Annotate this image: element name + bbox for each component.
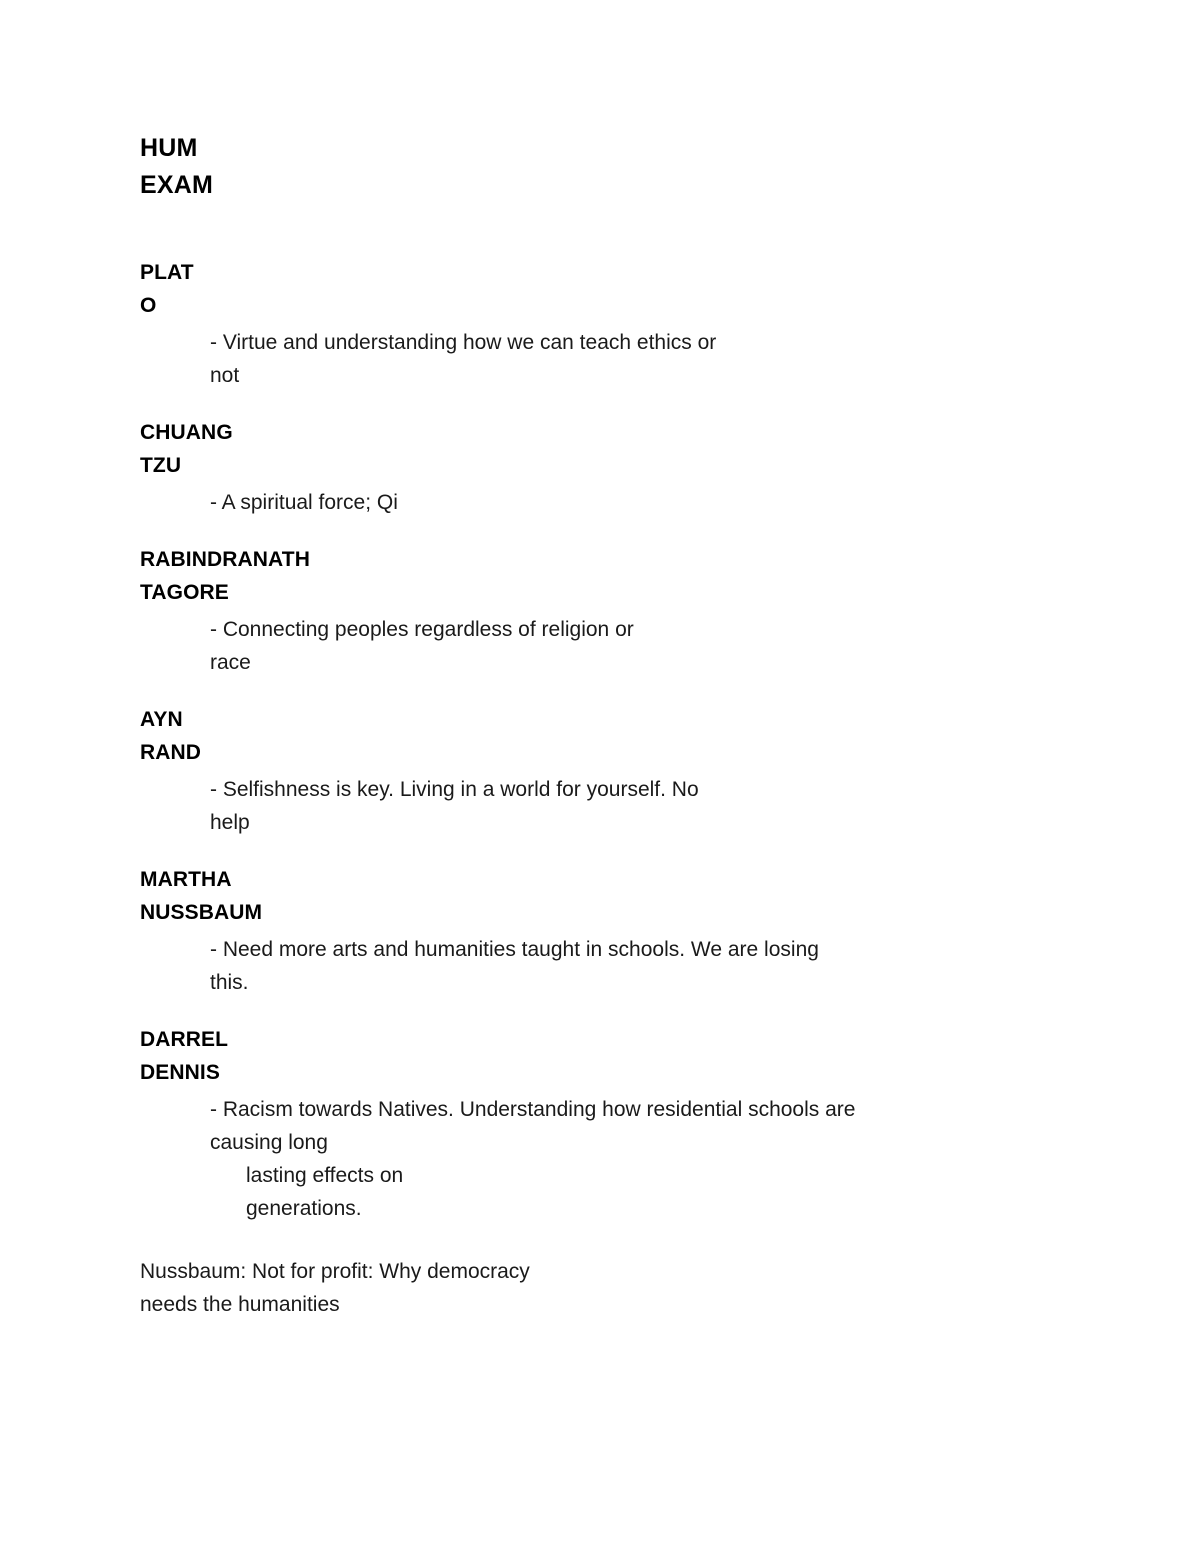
entry-note bbox=[140, 773, 1040, 839]
entry-heading-line-2: RAND bbox=[140, 741, 202, 764]
entry-heading bbox=[140, 543, 1040, 609]
entry-heading bbox=[140, 256, 1040, 322]
entry-note bbox=[140, 486, 1040, 519]
entry-note-line-1: - Selfishness is key. Living in a world for yourself. No bbox=[210, 778, 699, 801]
entry-martha-nussbaum bbox=[140, 863, 1040, 999]
page-title bbox=[140, 130, 1040, 204]
entry-heading bbox=[140, 863, 1040, 929]
entry-note-line-1: - A spiritual force; Qi bbox=[210, 491, 398, 514]
page-title-line-2: EXAM bbox=[140, 171, 214, 199]
entry-note bbox=[140, 326, 1040, 392]
document-body bbox=[140, 130, 1040, 1321]
entry-note-line-2: this. bbox=[210, 971, 249, 994]
entry-heading-line-1: CHUANG bbox=[140, 421, 233, 444]
entry-heading-line-1: PLAT bbox=[140, 261, 194, 284]
entry-heading-line-1: AYN bbox=[140, 708, 183, 731]
entry-heading-line-2: O bbox=[140, 294, 157, 317]
entry-heading-line-1: RABINDRANATH bbox=[140, 548, 310, 571]
reference-note bbox=[140, 1255, 1040, 1321]
entry-note-line-4: generations. bbox=[246, 1197, 362, 1220]
entry-heading-line-1: DARREL bbox=[140, 1028, 229, 1051]
entry-note-line-1: - Racism towards Natives. Understanding how residential schools are bbox=[210, 1098, 856, 1121]
page-title-line-1: HUM bbox=[140, 134, 198, 162]
entry-heading-line-2: TZU bbox=[140, 454, 182, 477]
entry-note bbox=[140, 1093, 1040, 1225]
entry-note-line-1: - Virtue and understanding how we can teach ethics or bbox=[210, 331, 717, 354]
entry-note-line-2: causing long bbox=[210, 1131, 328, 1154]
entry-chuang-tzu bbox=[140, 416, 1040, 519]
entry-heading-line-2: NUSSBAUM bbox=[140, 901, 263, 924]
reference-note-line-1: Nussbaum: Not for profit: Why democracy bbox=[140, 1260, 530, 1283]
entry-note-line-1: - Need more arts and humanities taught in schools. We are losing bbox=[210, 938, 819, 961]
entry-note-line-3: lasting effects on bbox=[246, 1164, 404, 1187]
entry-heading bbox=[140, 416, 1040, 482]
entry-note bbox=[140, 933, 1040, 999]
entry-heading-line-2: DENNIS bbox=[140, 1061, 220, 1084]
entry-heading bbox=[140, 703, 1040, 769]
entry-note-line-2: not bbox=[210, 364, 240, 387]
entry-heading-line-2: TAGORE bbox=[140, 581, 229, 604]
entry-note-line-2: race bbox=[210, 651, 251, 674]
entry-note-line-2: help bbox=[210, 811, 250, 834]
entry-rabindranath-tagore bbox=[140, 543, 1040, 679]
entry-darrel-dennis bbox=[140, 1023, 1040, 1225]
entry-note-line-1: - Connecting peoples regardless of religion or bbox=[210, 618, 634, 641]
reference-note-line-2: needs the humanities bbox=[140, 1293, 340, 1316]
title-spacer bbox=[140, 204, 1040, 256]
entry-note bbox=[140, 613, 1040, 679]
entry-plato bbox=[140, 256, 1040, 392]
entry-heading-line-1: MARTHA bbox=[140, 868, 232, 891]
entry-heading bbox=[140, 1023, 1040, 1089]
entry-ayn-rand bbox=[140, 703, 1040, 839]
